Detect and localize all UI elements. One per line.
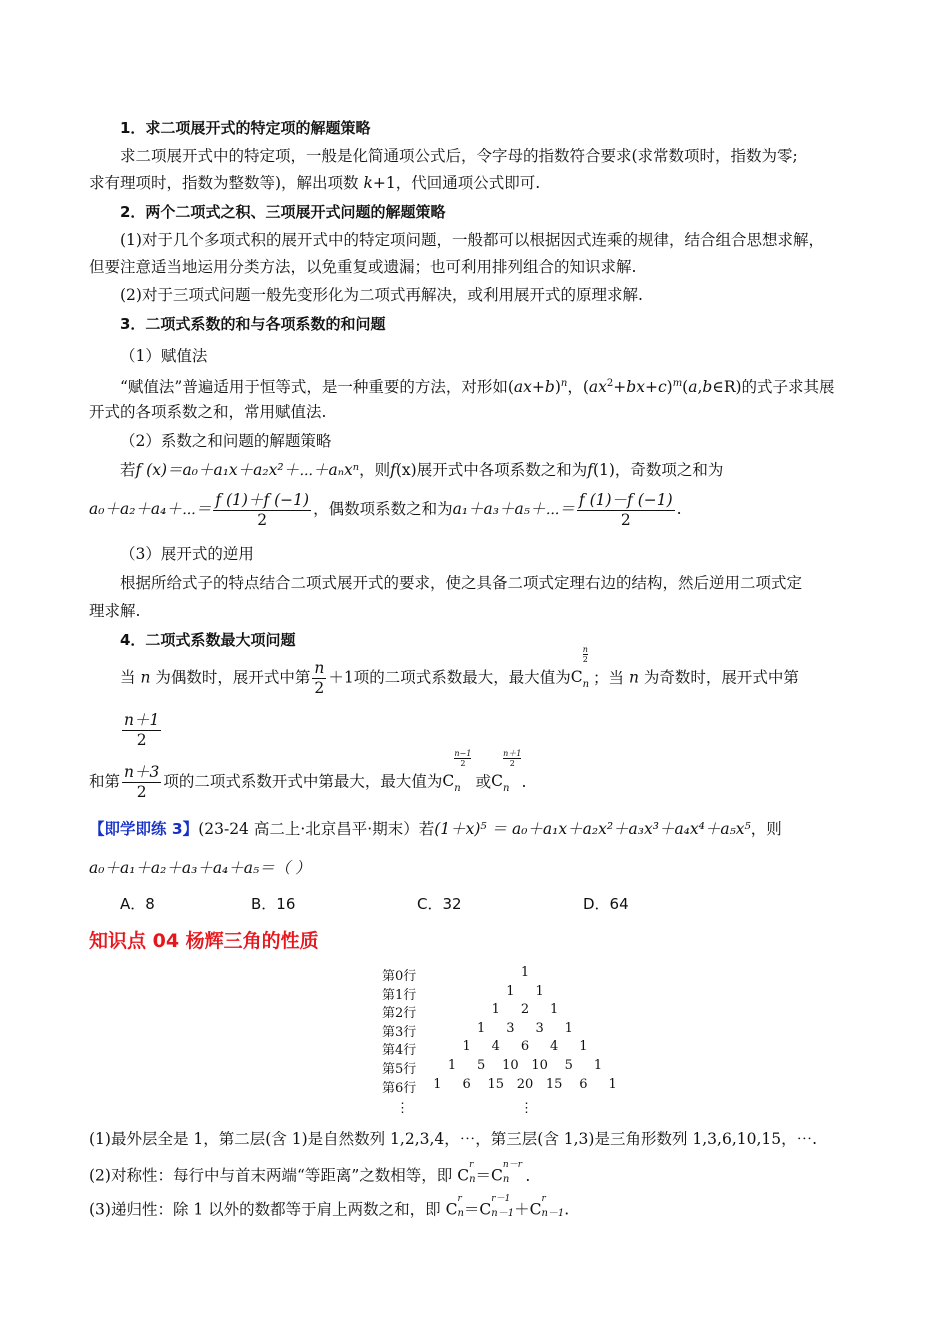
math: bx bbox=[626, 378, 645, 397]
numerator: n＋1 bbox=[503, 749, 522, 758]
math: f bbox=[390, 461, 396, 479]
section-2-para-1-line-2: 但要注意适当地运用分类方法，以免重复或遗漏；也可利用排列组合的知识求解. bbox=[89, 258, 637, 276]
math: ax bbox=[513, 378, 532, 397]
reverse-use-line-1: 根据所给式子的特点结合二项式展开式的要求，使之具备二项式定理右边的结构，然后逆用二项式定 bbox=[120, 574, 803, 592]
math: , bbox=[697, 378, 703, 397]
math: ax bbox=[588, 378, 607, 397]
even-sum-lhs: a₁＋a₃＋a₅＋⋯＝ bbox=[452, 500, 575, 518]
triangle-value: 20 bbox=[516, 1076, 534, 1092]
triangle-row bbox=[382, 1021, 642, 1039]
subheading-reverse-use: （3）展开式的逆用 bbox=[120, 545, 254, 563]
n-plus-3-over-2-fraction bbox=[122, 763, 161, 802]
even-sum-fraction bbox=[577, 491, 675, 530]
triangle-row bbox=[382, 984, 642, 1002]
text: ＝C bbox=[475, 1166, 503, 1185]
triangle-value: 6 bbox=[579, 1076, 588, 1092]
ellipsis-center: ⋮ bbox=[520, 1101, 533, 1116]
numerator: f (1)－f (−1) bbox=[578, 490, 673, 509]
math: + bbox=[644, 378, 658, 397]
text: (1)，奇数项之和为 bbox=[592, 461, 724, 479]
text: 为偶数时，展开式中第 bbox=[150, 668, 311, 687]
numerator: n＋1 bbox=[124, 710, 160, 729]
section-1-para-line-1: 求二项展开式中的特定项，一般是化简通项公式后，令字母的指数符合要求(求常数项时，指数为零; bbox=[120, 147, 798, 165]
odd-sum-fraction bbox=[213, 491, 311, 530]
math: m bbox=[672, 378, 683, 389]
odd-even-sum-line bbox=[89, 490, 682, 530]
superscript: r bbox=[457, 1194, 462, 1204]
row-label: 第4行 bbox=[382, 1043, 417, 1059]
subscript: n bbox=[454, 783, 461, 794]
triangle-row bbox=[382, 1039, 642, 1057]
triangle-value: 1 bbox=[462, 1039, 471, 1055]
section-2-para-2: (2)对于三项式问题一般先变形化为二项式再解决，或利用展开式的原理求解. bbox=[120, 286, 643, 304]
var-n: n bbox=[628, 668, 639, 687]
triangle-value: 2 bbox=[520, 1002, 530, 1018]
exercise-label: 【即学即练 3】 bbox=[89, 820, 199, 838]
text: ∈R)的式子求其展 bbox=[712, 378, 835, 397]
math: ) bbox=[554, 378, 561, 397]
triangle-value: 1 bbox=[477, 1020, 486, 1036]
text: 当 bbox=[120, 668, 141, 687]
ellipsis-left: ⋮ bbox=[396, 1101, 409, 1116]
numerator: n bbox=[582, 645, 588, 654]
triangle-value: 1 bbox=[593, 1058, 603, 1073]
row-label: 第6行 bbox=[382, 1080, 417, 1096]
math: + bbox=[613, 378, 627, 397]
reverse-use-line-2: 理求解. bbox=[89, 602, 141, 620]
text: 为奇数时，展开式中第 bbox=[638, 668, 799, 687]
triangle-value: 1 bbox=[550, 1002, 559, 1018]
text: ，则 bbox=[750, 820, 782, 838]
max-term-line-1 bbox=[120, 645, 799, 700]
math: b bbox=[544, 378, 555, 397]
math: c bbox=[657, 378, 667, 397]
text: ，偶数项系数之和为 bbox=[313, 500, 453, 518]
superscript: r－1 bbox=[491, 1194, 511, 1204]
math: a bbox=[688, 378, 698, 397]
triangle-value: 1 bbox=[506, 983, 515, 999]
exercise-line-1 bbox=[89, 818, 782, 840]
odd-sum-lhs: a₀＋a₂＋a₄＋⋯＝ bbox=[89, 500, 212, 518]
numerator: n−1 bbox=[454, 749, 472, 758]
math: n bbox=[560, 378, 568, 389]
row-label: 第5行 bbox=[382, 1062, 417, 1077]
knowledge-point-title: 知识点 04 杨辉三角的性质 bbox=[89, 930, 319, 952]
subscript: n－1 bbox=[491, 1208, 515, 1220]
triangle-value: 1 bbox=[447, 1058, 457, 1073]
subscript: n bbox=[457, 1208, 464, 1220]
triangle-value: 1 bbox=[520, 965, 530, 980]
binom-symbol bbox=[457, 1196, 463, 1225]
text: 和第 bbox=[89, 772, 121, 791]
math: ，( bbox=[567, 378, 589, 397]
triangle-value: 1 bbox=[535, 983, 544, 999]
denominator: 2 bbox=[509, 759, 515, 768]
superscript-fraction bbox=[503, 749, 521, 768]
math: ) bbox=[666, 378, 673, 397]
subscript: n bbox=[582, 679, 590, 690]
math: b bbox=[702, 378, 713, 397]
text: 或 bbox=[470, 772, 492, 791]
option-c[interactable]: C．32 bbox=[417, 895, 462, 913]
superscript-fraction bbox=[583, 645, 588, 664]
triangle-value: 5 bbox=[477, 1058, 486, 1073]
exercise-question bbox=[89, 857, 311, 879]
binomial-c-n-half bbox=[570, 645, 590, 700]
triangle-value: 15 bbox=[487, 1076, 505, 1092]
text: ，则 bbox=[359, 461, 391, 479]
text: “赋值法”普遍适用于恒等式，是一种重要的方法，对形如( bbox=[120, 378, 514, 397]
triangle-value: 10 bbox=[502, 1058, 519, 1073]
subscript: n bbox=[469, 1174, 476, 1186]
subheading-coefficient-sum: （2）系数之和问题的解题策略 bbox=[120, 432, 332, 450]
binomial-c-n-minus-1-half bbox=[442, 749, 472, 804]
binomial-c-n-plus-1-half bbox=[491, 749, 522, 804]
triangle-row bbox=[382, 965, 642, 983]
C: C bbox=[491, 772, 504, 790]
triangle-value: 4 bbox=[491, 1039, 500, 1055]
text: 求有理项时，指数为整数等)，解出项数 bbox=[89, 174, 364, 192]
row-label: 第1行 bbox=[382, 987, 417, 1003]
var-n: n bbox=[140, 668, 151, 687]
triangle-value: 3 bbox=[535, 1020, 544, 1036]
math: ( bbox=[682, 378, 689, 397]
triangle-value: 15 bbox=[545, 1076, 563, 1092]
triangle-value: 10 bbox=[531, 1058, 548, 1073]
max-term-line-2 bbox=[120, 709, 163, 750]
exercise-expression: (1＋x)⁵ ＝ a₀＋a₁x＋a₂x²＋a₃x³＋a₄x⁴＋a₅x⁵ bbox=[434, 820, 751, 838]
row-label: 第2行 bbox=[382, 1006, 417, 1022]
triangle-value: 1 bbox=[579, 1039, 588, 1055]
text: ＋1项的二项式系数最大，最大值为 bbox=[328, 668, 571, 687]
section-2-para-1-line-1: (1)对于几个多项式积的展开式中的特定项问题，一般都可以根据因式连乘的规律，结合组合思想求解， bbox=[120, 231, 824, 249]
section-2-heading: 2．两个二项式之积、三项展开式问题的解题策略 bbox=[120, 203, 446, 221]
polynomial-expression: f (x)＝a₀＋a₁x＋a₂x²＋⋯＋aₙxⁿ bbox=[135, 461, 360, 479]
triangle-value: 1 bbox=[564, 1020, 573, 1036]
triangle-value: 6 bbox=[520, 1039, 530, 1055]
superscript: r bbox=[541, 1194, 546, 1204]
option-d[interactable]: D．64 bbox=[583, 895, 629, 913]
text: ＝C bbox=[463, 1200, 492, 1219]
subscript: n bbox=[503, 783, 510, 794]
property-2 bbox=[89, 1162, 530, 1191]
section-4-heading: 4．二项式系数最大项问题 bbox=[120, 631, 296, 649]
text: ；当 bbox=[593, 668, 629, 687]
text: 若 bbox=[120, 461, 136, 479]
text: (3)递归性：除 1 以外的数都等于肩上两数之和，即 C bbox=[89, 1200, 458, 1219]
text: ＋C bbox=[514, 1200, 542, 1219]
triangle-row bbox=[382, 1077, 642, 1095]
triangle-value: 3 bbox=[506, 1020, 515, 1036]
C: C bbox=[570, 668, 583, 686]
triangle-value: 4 bbox=[550, 1039, 559, 1055]
text: . bbox=[564, 1200, 570, 1219]
text: . bbox=[521, 772, 527, 791]
subscript: n－1 bbox=[541, 1208, 565, 1220]
n-plus-1-over-2-fraction bbox=[122, 711, 161, 750]
denominator: 2 bbox=[620, 510, 631, 529]
denominator: 2 bbox=[582, 655, 588, 664]
triangle-value: 5 bbox=[564, 1058, 573, 1073]
var-k: k bbox=[363, 174, 373, 192]
question-expression: a₀＋a₁＋a₂＋a₃＋a₄＋a₅＝（ ） bbox=[89, 859, 311, 877]
property-1: (1)最外层全是 1，第二层(含 1)是自然数列 1,2,3,4，⋯，第三层(含 1,3)是三角形数列 1,3,6,10,15，⋯. bbox=[89, 1130, 818, 1148]
denominator: 2 bbox=[460, 759, 466, 768]
text: 项的二项式系数开式中第最大，最大值为 bbox=[163, 772, 443, 791]
binom-symbol bbox=[541, 1196, 564, 1225]
superscript: n－r bbox=[502, 1160, 523, 1170]
binom-symbol bbox=[491, 1196, 514, 1225]
option-a[interactable]: A．8 bbox=[120, 895, 155, 913]
math: 2 bbox=[606, 378, 614, 389]
assignment-para-line-1 bbox=[120, 373, 835, 398]
numerator: f (1)＋f (−1) bbox=[215, 490, 310, 509]
n-over-2-fraction bbox=[312, 659, 326, 698]
max-term-line-3 bbox=[89, 749, 527, 804]
triangle-row bbox=[382, 1058, 642, 1076]
triangle-value: 6 bbox=[462, 1076, 471, 1092]
C: C bbox=[442, 772, 455, 790]
numerator: n bbox=[314, 659, 325, 677]
denominator: 2 bbox=[257, 510, 268, 529]
section-1-para-line-2 bbox=[89, 172, 540, 194]
row-label: 第0行 bbox=[382, 969, 417, 984]
binom-symbol bbox=[469, 1162, 475, 1191]
row-label: 第3行 bbox=[382, 1024, 417, 1040]
subscript: n bbox=[502, 1174, 510, 1186]
text: +1，代回通项公式即可. bbox=[372, 174, 541, 192]
triangle-row bbox=[382, 1002, 642, 1020]
text: (2)对称性：每行中与首末两端“等距离”之数相等，即 C bbox=[89, 1166, 470, 1185]
superscript-fraction bbox=[454, 749, 471, 768]
section-1-heading: 1．求二项展开式的特定项的解题策略 bbox=[120, 119, 371, 137]
property-3 bbox=[89, 1196, 569, 1225]
triangle-value: 1 bbox=[491, 1002, 500, 1018]
binom-symbol bbox=[502, 1160, 523, 1191]
math: + bbox=[531, 378, 545, 397]
superscript: r bbox=[469, 1160, 474, 1170]
triangle-value: 1 bbox=[433, 1076, 442, 1092]
text: 展开式中各项系数之和为 bbox=[416, 461, 588, 479]
section-3-heading: 3．二项式系数的和与各项系数的和问题 bbox=[120, 315, 386, 333]
exercise-source: (23-24 高二上·北京昌平·期末）若 bbox=[198, 820, 435, 838]
text: . bbox=[525, 1166, 531, 1185]
denominator: 2 bbox=[314, 679, 325, 697]
assignment-para-line-2: 开式的各项系数之和，常用赋值法. bbox=[89, 403, 327, 421]
denominator: 2 bbox=[136, 730, 147, 749]
text: . bbox=[676, 500, 682, 518]
coefficient-sum-line-1 bbox=[120, 459, 723, 481]
numerator: n＋3 bbox=[124, 763, 160, 781]
denominator: 2 bbox=[136, 783, 147, 801]
subheading-assignment-method: （1）赋值法 bbox=[120, 347, 208, 365]
triangle-value: 1 bbox=[608, 1076, 617, 1092]
math: f bbox=[587, 461, 593, 479]
math: (x) bbox=[395, 461, 417, 479]
option-b[interactable]: B．16 bbox=[251, 895, 296, 913]
